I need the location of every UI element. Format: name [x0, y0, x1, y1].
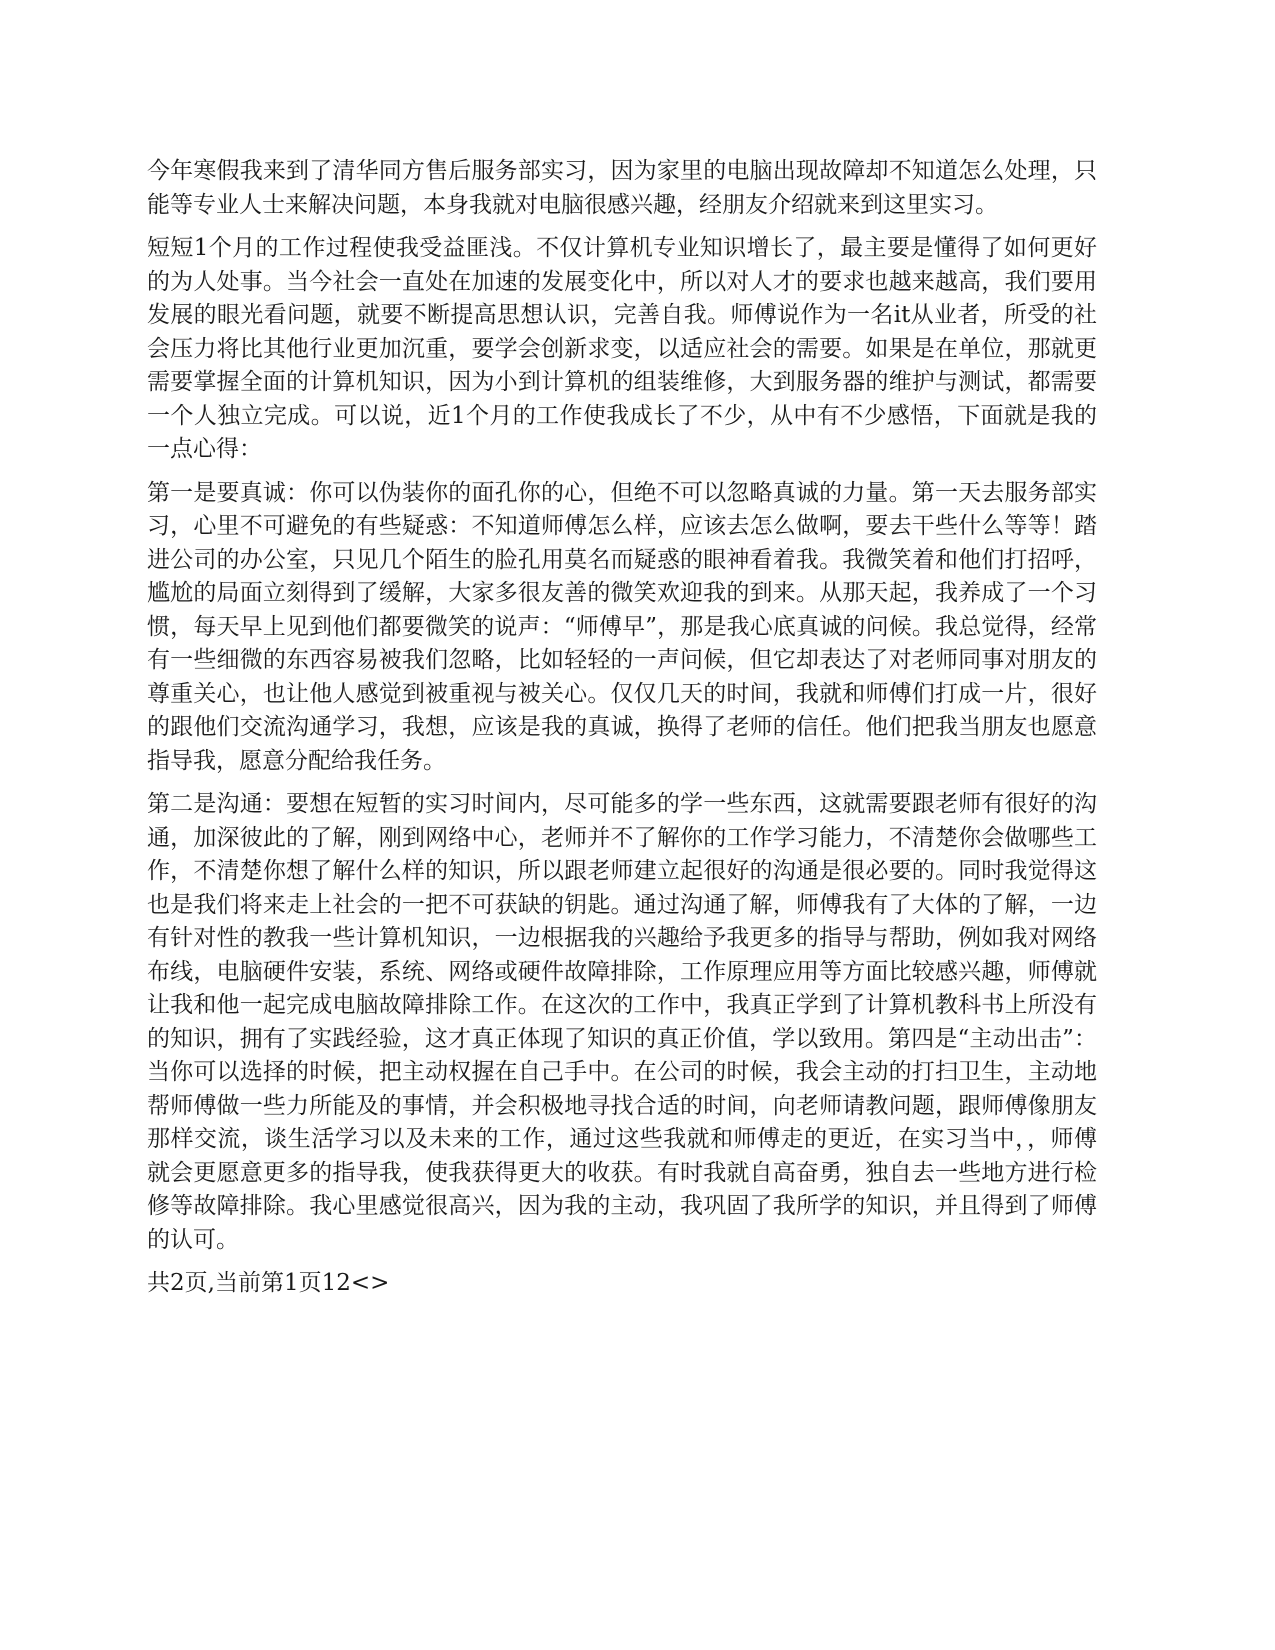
paragraph-communication: 第二是沟通：要想在短暂的实习时间内，尽可能多的学一些东西，这就需要跟老师有很好的沟通，加深彼此的了解，刚到网络中心，老师并不了解你的工作学习能力，不清楚你会做哪些工作，不清楚你想了解什么样的知识，所以跟老师建立起很好的沟通是很必要的。同时我觉得这也是我们将来走上社会的一把不可获缺的钥匙。通过沟通了解，师傅我有了大体的了解，一边有针对性的教我一些计算机知识，一边根据我的兴趣给予我更多的指导与帮助，例如我对网络布线，电脑硬件安装，系统、网络或硬件故障排除，工作原理应用等方面比较感兴趣，师傅就让我和他一起完成电脑故障排除工作。在这次的工作中，我真正学到了计算机教科书上所没有的知识，拥有了实践经验，这才真正体现了知识的真正价值，学以致用。第四是“主动出击”：当你可以选择的时候，把主动权握在自己手中。在公司的时候，我会主动的打扫卫生，主动地帮师傅做一些力所能及的事情，并会积极地寻找合适的时间，向老师请教问题，跟师傅像朋友那样交流，谈生活学习以及未来的工作，通过这些我就和师傅走的更近，在实习当中，，师傅就会更愿意更多的指导我，使我获得更大的收获。有时我就自高奋勇，独自去一些地方进行检修等故障排除。我心里感觉很高兴，因为我的主动，我巩固了我所学的知识，并且得到了师傅的认可。 [147, 791, 1097, 1253]
pagination-summary: 共2页,当前第1页 [147, 1270, 322, 1296]
page-link-1[interactable]: 1 [321, 1270, 337, 1296]
prev-page-link[interactable]: < [350, 1270, 371, 1296]
page-link-2[interactable]: 2 [336, 1270, 351, 1296]
next-page-link[interactable]: > [370, 1270, 390, 1296]
pagination [147, 1267, 1097, 1301]
document-body [147, 155, 1097, 1301]
paragraph-intro: 今年寒假我来到了清华同方售后服务部实习，因为家里的电脑出现故障却不知道怎么处理，只能等专业人士来解决问题，本身我就对电脑很感兴趣，经朋友介绍就来到这里实习。 [147, 158, 1097, 218]
paragraph-experience: 短短1个月的工作过程使我受益匪浅。不仅计算机专业知识增长了，最主要是懂得了如何更好的为人处事。当今社会一直处在加速的发展变化中，所以对人才的要求也越来越高，我们要用发展的眼光看问题，就要不断提高思想认识，完善自我。师傅说作为一名it从业者，所受的社会压力将比其他行业更加沉重，要学会创新求变，以适应社会的需要。如果是在单位，那就更需要掌握全面的计算机知识，因为小到计算机的组装维修，大到服务器的维护与测试，都需要一个人独立完成。可以说，近1个月的工作使我成长了不少，从中有不少感悟，下面就是我的一点心得： [147, 235, 1097, 462]
paragraph-sincerity: 第一是要真诚：你可以伪装你的面孔你的心，但绝不可以忽略真诚的力量。第一天去服务部实习，心里不可避免的有些疑惑：不知道师傅怎么样，应该去怎么做啊，要去干些什么等等！踏进公司的办公室，只见几个陌生的脸孔用莫名而疑惑的眼神看着我。我微笑着和他们打招呼，尴尬的局面立刻得到了缓解，大家多很友善的微笑欢迎我的到来。从那天起，我养成了一个习惯，每天早上见到他们都要微笑的说声：“师傅早”，那是我心底真诚的问候。我总觉得，经常有一些细微的东西容易被我们忽略，比如轻轻的一声问候，但它却表达了对老师同事对朋友的尊重关心，也让他人感觉到被重视与被关心。仅仅几天的时间，我就和师傅们打成一片，很好的跟他们交流沟通学习，我想，应该是我的真诚，换得了老师的信任。他们把我当朋友也愿意指导我，愿意分配给我任务。 [147, 479, 1097, 774]
